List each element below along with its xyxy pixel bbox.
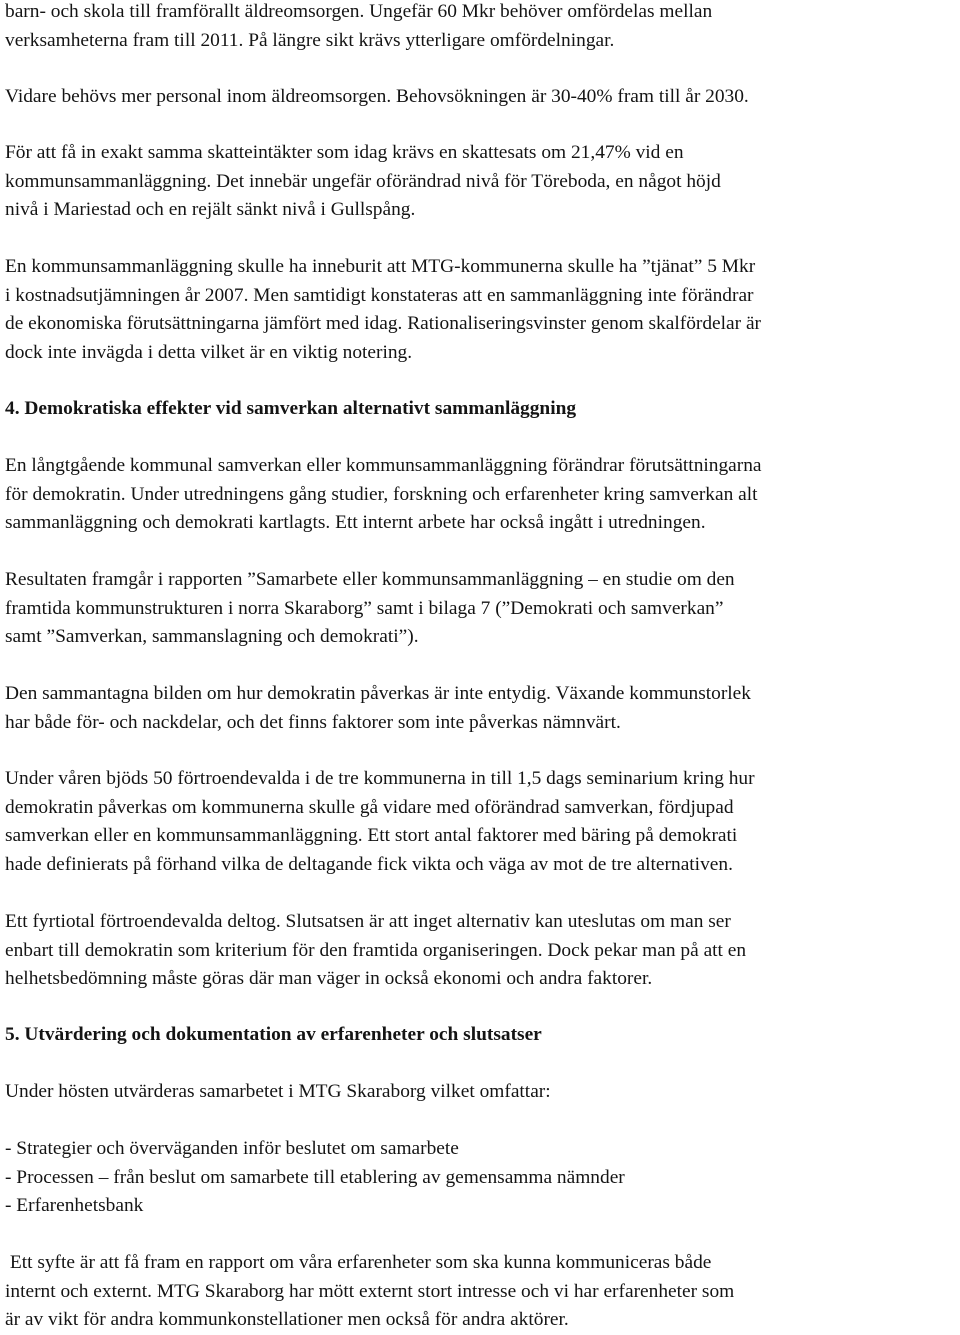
list-item: - Strategier och överväganden inför beslutet om samarbete: [5, 1138, 459, 1159]
text-line: Ett syfte är att få fram en rapport om våra erfarenheter som ska kunna kommuniceras både: [5, 1252, 712, 1273]
paragraph-seminarium: [5, 765, 755, 879]
paragraph-skattesats: [5, 139, 721, 225]
paragraph-resultaten: [5, 566, 735, 652]
text-line: nivå i Mariestad och en rejält sänkt nivå i Gullspång.: [5, 199, 416, 221]
paragraph-demokrati-intro: [5, 452, 762, 538]
text-line: i kostnadsutjämningen år 2007. Men samtidigt konstateras att en sammanläggning inte förändrar: [5, 284, 754, 306]
section-heading-4: [5, 395, 576, 424]
text-line: Under hösten utvärderas samarbetet i MTG Skaraborg vilket omfattar:: [5, 1081, 551, 1102]
text-line: demokratin påverkas om kommunerna skulle gå vidare med oförändrad samverkan, fördjupad: [5, 796, 734, 818]
text-line: sammanläggning och demokrati kartlagts. Ett internt arbete har också ingått i utredningen.: [5, 512, 706, 534]
text-line: Resultaten framgår i rapporten ”Samarbete eller kommunsammanläggning – en studie om den: [5, 569, 735, 590]
text-line: har både för- och nackdelar, och det finns faktorer som inte påverkas nämnvärt.: [5, 711, 621, 733]
text-line: för demokratin. Under utredningens gång studier, forskning och erfarenheter kring samverkan alt: [5, 483, 758, 505]
text-line: dock inte invägda i detta vilket är en viktig notering.: [5, 341, 413, 363]
text-line: En långtgående kommunal samverkan eller kommunsammanläggning förändrar förutsättningarna: [5, 455, 762, 476]
list-item: - Erfarenhetsbank: [5, 1195, 144, 1217]
dash-list: [5, 1135, 625, 1221]
text-line: Ett fyrtiotal förtroendevalda deltog. Slutsatsen är att inget alternativ kan uteslutas om man ser: [5, 911, 731, 932]
text-line: framtida kommunstrukturen i norra Skaraborg” samt i bilaga 7 (”Demokrati och samverkan”: [5, 597, 724, 619]
text-line: verksamheterna fram till 2011. På längre sikt krävs ytterligare omfördelningar.: [5, 29, 615, 51]
heading-text: 5. Utvärdering och dokumentation av erfarenheter och slutsatser: [5, 1024, 542, 1045]
text-line: För att få in exakt samma skatteintäkter som idag krävs en skattesats om 21,47% vid en: [5, 142, 684, 163]
paragraph-syfte: [5, 1249, 734, 1335]
paragraph-personal: [5, 83, 749, 112]
paragraph-kostnadsutjamning: [5, 253, 761, 367]
text-line: samverkan eller en kommunsammanläggning. Ett stort antal faktorer med bäring på demokrati: [5, 825, 738, 847]
text-line: Vidare behövs mer personal inom äldreomsorgen. Behovsökningen är 30-40% fram till år 2030.: [5, 86, 749, 107]
section-heading-5: [5, 1021, 542, 1050]
list-item: - Processen – från beslut om samarbete till etablering av gemensamma nämnder: [5, 1166, 625, 1188]
text-line: de ekonomiska förutsättningarna jämfört med idag. Rationaliseringsvinster genom skalfördelar är: [5, 313, 762, 335]
text-line: är av vikt för andra kommunkonstellationer men också för andra aktörer.: [5, 1309, 569, 1331]
paragraph-sammantagna: [5, 680, 751, 737]
text-line: enbart till demokratin som kriterium för den framtida organiseringen. Dock pekar man på att en: [5, 939, 747, 961]
text-line: Den sammantagna bilden om hur demokratin påverkas är inte entydig. Växande kommunstorlek: [5, 683, 751, 704]
paragraph-omfordelning: [5, 0, 712, 55]
text-line: hade definierats på förhand vilka de deltagande fick vikta och väga av mot de tre alternativen.: [5, 853, 733, 875]
text-line: En kommunsammanläggning skulle ha inneburit att MTG-kommunerna skulle ha ”tjänat” 5 Mkr: [5, 256, 756, 277]
paragraph-utvardering: [5, 1078, 551, 1107]
text-line: barn- och skola till framförallt äldreomsorgen. Ungefär 60 Mkr behöver omfördelas mellan: [5, 1, 713, 22]
heading-text: 4. Demokratiska effekter vid samverkan alternativt sammanläggning: [5, 398, 577, 419]
text-line: helhetsbedömning måste göras där man väger in också ekonomi och andra faktorer.: [5, 968, 653, 990]
text-line: Under våren bjöds 50 förtroendevalda i de tre kommunerna in till 1,5 dags seminarium kring hur: [5, 768, 755, 789]
text-line: samt ”Samverkan, sammanslagning och demokrati”).: [5, 626, 419, 648]
paragraph-fyrtiotal: [5, 908, 746, 994]
text-line: kommunsammanläggning. Det innebär ungefär oförändrad nivå för Töreboda, en något höjd: [5, 170, 721, 192]
text-line: internt och externt. MTG Skaraborg har mött externt stort intresse och vi har erfarenheter som: [5, 1280, 735, 1302]
